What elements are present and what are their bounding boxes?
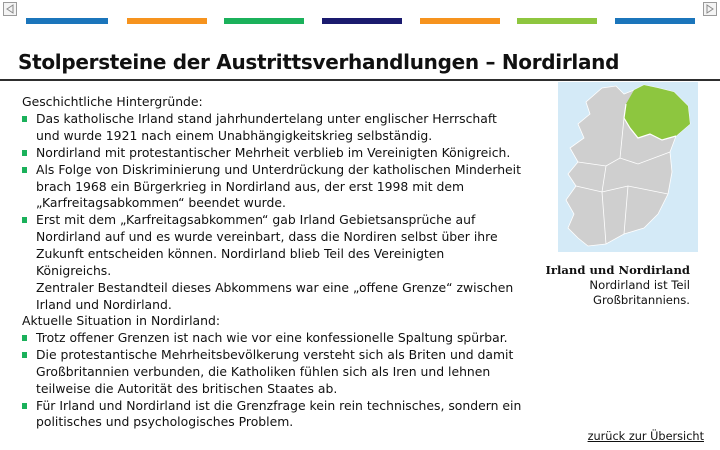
current-heading: Aktuelle Situation in Nordirland: [22,313,221,328]
list-item: Die protestantische Mehrheitsbevölkerung versteht sich als Briten und damit Großbritannien verbunden, die Katholiken fühlen sich als Iren und lehnen teilweise die Autorität des britischen Staates ab. [22,347,522,398]
bullet-square-icon [22,352,27,358]
current-situation-section [22,313,522,431]
map-caption [520,263,690,307]
bullet-square-icon [22,167,27,173]
previous-slide-button[interactable] [3,2,17,16]
color-bar [322,18,402,24]
bullet-square-icon [22,150,27,156]
map-caption-title: Irland und Nordirland [545,263,690,277]
map-caption-text: Nordirland ist Teil Großbritanniens. [589,277,690,307]
list-item: Erst mit dem „Karfreitagsabkommen“ gab Irland Gebietsansprüche auf Nordirland auf und es wurde vereinbart, dass die Nordiren selbst über ihre Zukunft entscheiden können. Nordirland blieb Teil des Vereinigten Königreichs. [22,212,522,280]
color-bar [615,18,695,24]
history-heading: Geschichtliche Hintergründe: [22,94,203,109]
color-bar [224,18,304,24]
color-bar [26,18,108,24]
bullet-square-icon [22,403,27,409]
history-note: Zentraler Bestandteil dieses Abkommens war eine „offene Grenze“ zwischen Irland und Nordirland. [36,279,514,312]
history-section [22,94,522,314]
current-bullet-list [22,330,522,431]
color-bar [517,18,597,24]
ireland-map [558,82,698,252]
slide-title: Stolpersteine der Austrittsverhandlungen – Nordirland [18,50,620,74]
list-item: Für Irland und Nordirland ist die Grenzfrage kein rein technisches, sondern ein politisches und psychologisches Problem. [22,398,522,432]
list-item: Nordirland mit protestantischer Mehrheit verblieb im Vereinigten Königreich. [22,145,522,162]
list-item: Das katholische Irland stand jahrhundertelang unter englischer Herrschaft und wurde 1921 nach einem Unabhängigkeitskrieg selbständig. [22,111,522,145]
title-divider [0,79,720,81]
bullet-square-icon [22,116,27,122]
bullet-square-icon [22,335,27,341]
color-bar [420,18,500,24]
next-slide-button[interactable] [703,2,717,16]
color-bar [127,18,207,24]
bullet-square-icon [22,217,27,223]
back-to-overview-link[interactable]: zurück zur Übersicht [587,430,704,443]
history-bullet-list [22,111,522,280]
triangle-right-icon [704,3,716,15]
list-item: Trotz offener Grenzen ist nach wie vor eine konfessionelle Spaltung spürbar. [22,330,522,347]
list-item: Als Folge von Diskriminierung und Unterdrückung der katholischen Minderheit brach 1968 ein Bürgerkrieg in Nordirland aus, der erst 1998 mit dem „Karfreitagsabkommen“ beendet wurde. [22,162,522,213]
triangle-left-icon [4,3,16,15]
